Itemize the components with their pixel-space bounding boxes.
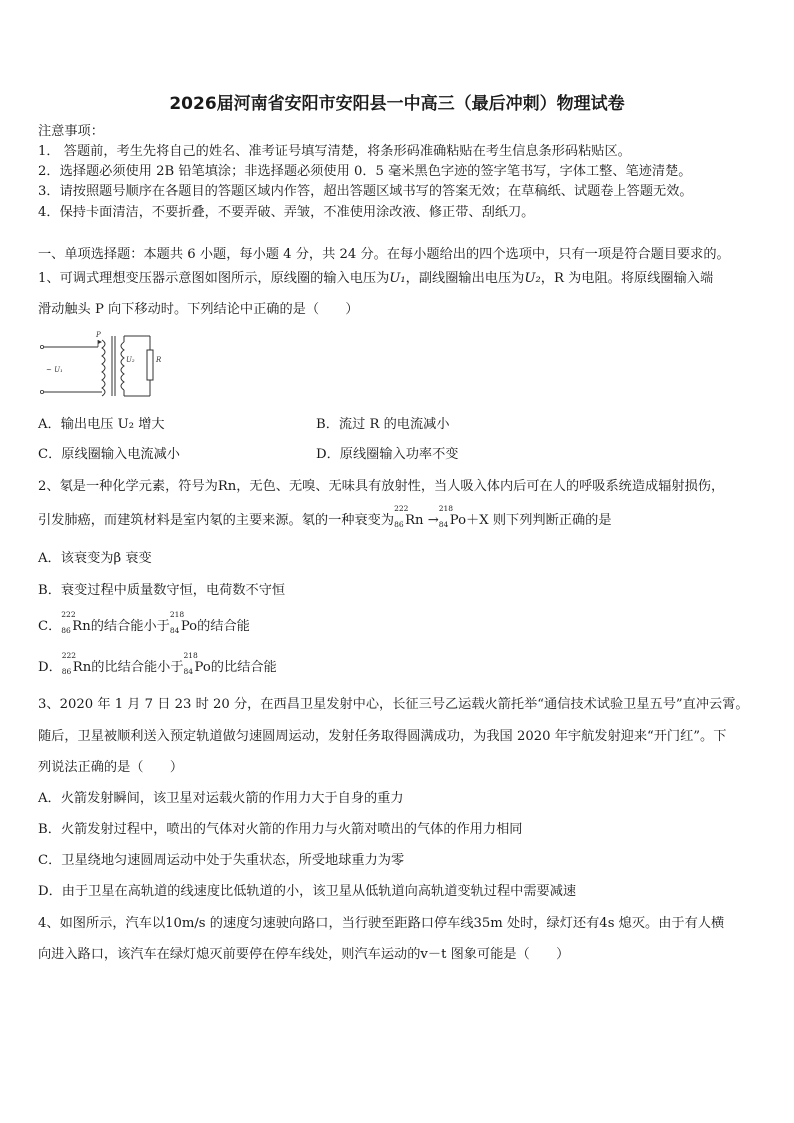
- po-atomic-number: 84: [438, 520, 449, 529]
- q3-line3: 列说法正确的是（ ）: [38, 760, 184, 775]
- figure-label-p: P: [96, 331, 101, 339]
- q2-option-d: [38, 651, 277, 676]
- q1-stem-line1: [38, 271, 713, 287]
- q2-line1: 2、氡是一种化学元素，符号为Rn，无色、无嗅、无味具有放射性，当人吸入体内后可在人的呼吸系统造成辐射损伤，: [38, 479, 725, 494]
- notice-item-4: 4．保持卡面清洁，不要折叠，不要弄破、弄皱，不准使用涂改液、修正带、刮纸刀。: [38, 205, 535, 220]
- q1-u2: U₂: [524, 271, 541, 286]
- q3-option-a: A．火箭发射瞬间，该卫星对运载火箭的作用力大于自身的重力: [38, 791, 404, 806]
- rn-symbol-c: Rn: [72, 619, 91, 634]
- q2-option-c-tail2: 的结合能: [197, 619, 250, 634]
- q1-option-c: C．原线圈输入电流减小: [38, 447, 180, 462]
- rn-atomic-number-d: 86: [61, 667, 72, 676]
- q4-line1: 4、如图所示，汽车以10m/s 的速度匀速驶向路口，当行驶至距路口停车线35m 处时，绿灯还有4s 熄灭。由于有人横: [38, 916, 725, 931]
- q2-line2-b: 则下列判断正确的是: [492, 513, 612, 528]
- po-nuclide-c: [169, 610, 198, 635]
- po-mass-number-d: 218: [183, 651, 198, 660]
- q2-option-a: [38, 551, 152, 567]
- rn-symbol-d: Rn: [72, 660, 92, 675]
- po-symbol-c: Po: [180, 619, 198, 634]
- notice-item-3: 3．请按照题号顺序在各题目的答题区域内作答，超出答题区域书写的答案无效；在草稿纸、试题卷上答题无效。: [38, 184, 693, 199]
- q1-option-d: D．原线圈输入功率不变: [316, 447, 459, 462]
- page-title: 2026届河南省安阳市安阳县一中高三（最后冲刺）物理试卷: [169, 94, 625, 114]
- reaction-arrow: →: [427, 513, 439, 528]
- transformer-circuit-diagram: [38, 330, 168, 402]
- q2-option-c-tail: 的结合能小于: [90, 619, 170, 634]
- q3-option-c: C．卫星绕地匀速圆周运动中处于失重状态，所受地球重力为零: [38, 853, 405, 868]
- q2-line2: [38, 504, 612, 529]
- q2-option-a-tail: β 衰变: [113, 551, 152, 566]
- q2-line2-a: 引发肺癌，而建筑材料是室内氡的主要来源。氡的一种衰变为: [38, 513, 395, 528]
- q1-stem-c: ，R 为电阻。将原线圈输入端: [540, 271, 714, 286]
- rn-nuclide-c: [61, 610, 91, 635]
- po-atomic-number-c: 84: [169, 626, 180, 635]
- q2-option-b: B．衰变过程中质量数守恒，电荷数不守恒: [38, 583, 286, 598]
- q1-stem-b: ，副线圈输出电压为: [405, 271, 525, 286]
- po-nuclide: [438, 504, 489, 529]
- rn-mass-number-d: 222: [61, 651, 77, 660]
- po-mass-number: 218: [438, 504, 454, 513]
- rn-nuclide-d: [61, 651, 92, 676]
- q1-stem-a: 1、可调式理想变压器示意图如图所示，原线圈的输入电压为: [38, 271, 390, 286]
- section-header: 一、单项选择题：本题共 6 小题，每小题 4 分，共 24 分。在每小题给出的四个选项中，只有一项是符合题目要求的。: [38, 247, 730, 262]
- q1-option-b: B．流过 R 的电流减小: [316, 417, 450, 432]
- po-nuclide-d: [183, 651, 211, 676]
- q1-u1: U₁: [389, 271, 406, 286]
- rn-mass-number-c: 222: [61, 610, 76, 619]
- notice-item-2: 2．选择题必须使用 2B 铅笔填涂；非选择题必须使用 0．5 毫米黑色字迹的签字笔书写，字体工整、笔迹清楚。: [38, 164, 692, 179]
- q3-option-d: D．由于卫星在高轨道的线速度比低轨道的小，该卫星从低轨道向高轨道变轨过程中需要减速: [38, 884, 577, 899]
- q2-option-d-tail2: 的比结合能: [210, 660, 277, 675]
- po-mass-number-c: 218: [169, 610, 185, 619]
- notice-header: 注意事项：: [38, 124, 104, 139]
- q1-stem-line2: 滑动触头 P 向下移动时。下列结论中正确的是（ ）: [38, 302, 359, 317]
- notice-item-1: 1． 答题前，考生先将自己的姓名、准考证号填写清楚，将条形码准确粘贴在考生信息条形码粘贴区。: [38, 144, 631, 159]
- q3-line1: 3、2020 年 1 月 7 日 23 时 20 分，在西昌卫星发射中心，长征三号乙运载火箭托举“通信技术试验卫星五号”直冲云霄。: [38, 697, 749, 712]
- q2-option-d-tail: 的比结合能小于: [91, 660, 184, 675]
- q2-option-c-label: C．: [38, 619, 62, 634]
- po-atomic-number-d: 84: [183, 667, 194, 676]
- q3-line2: 随后，卫星被顺利送入预定轨道做匀速圆周运动，发射任务取得圆满成功，为我国 2020 年宇航发射迎来“开门红”。下: [38, 729, 727, 744]
- figure-label-r: R: [156, 356, 162, 364]
- figure-label-u1: ~ U₁: [46, 366, 63, 374]
- q2-option-d-label: D．: [38, 660, 62, 675]
- rn-atomic-number-c: 86: [61, 626, 71, 635]
- q2-option-a-label: A．该衰变为: [38, 551, 114, 566]
- po-symbol: Po＋X: [449, 513, 489, 528]
- q1-option-a: A．输出电压 U₂ 增大: [38, 417, 165, 432]
- figure-label-u2: U₂: [126, 356, 135, 364]
- rn-atomic-number: 86: [394, 520, 404, 529]
- q4-line2: 向进入路口，该汽车在绿灯熄灭前要停在停车线处，则汽车运动的v－t 图象可能是（ ）: [38, 947, 570, 962]
- po-symbol-d: Po: [194, 660, 211, 675]
- q3-option-b: B．火箭发射过程中，喷出的气体对火箭的作用力与火箭对喷出的气体的作用力相同: [38, 822, 523, 837]
- q2-option-c: [38, 610, 250, 635]
- rn-symbol: Rn: [405, 513, 424, 528]
- rn-nuclide: [394, 504, 424, 529]
- rn-mass-number: 222: [394, 504, 409, 513]
